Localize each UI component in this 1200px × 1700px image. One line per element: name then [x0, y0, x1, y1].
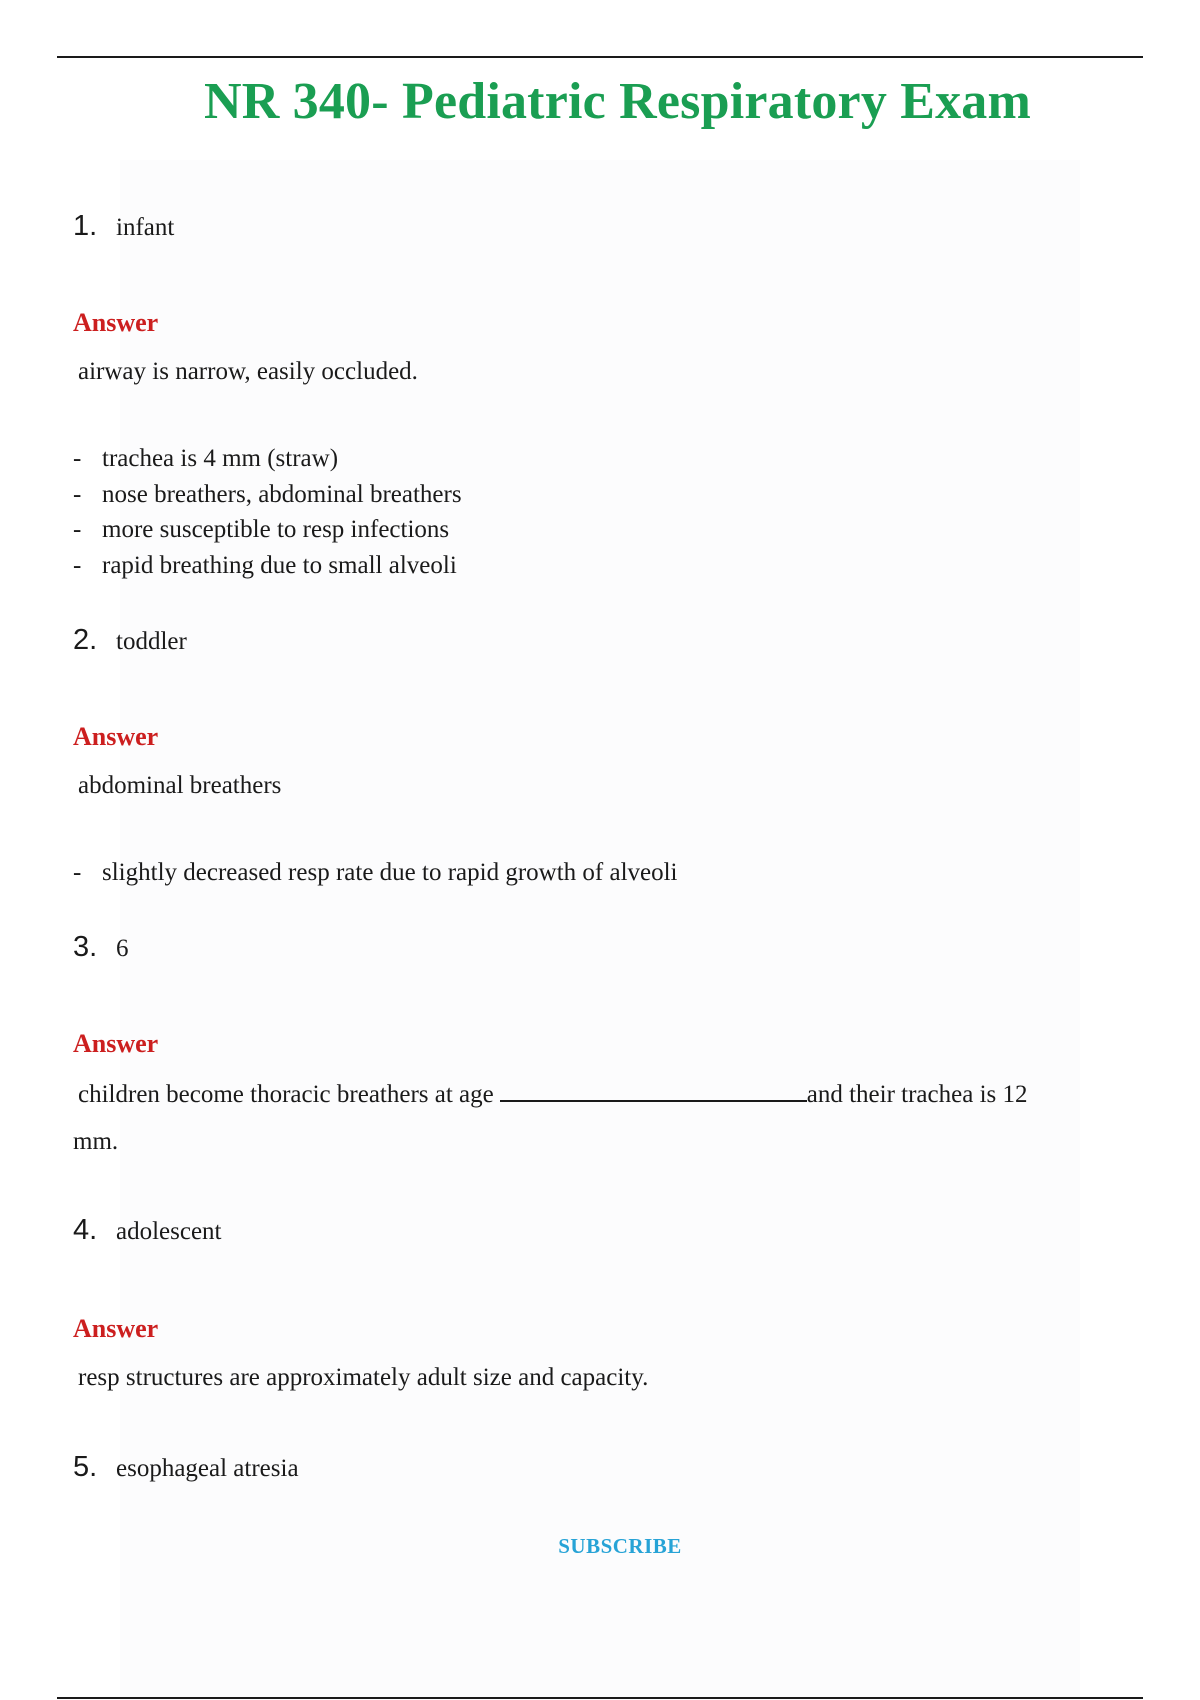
- question-number: 4.: [73, 1214, 98, 1246]
- bullet-item: - slightly decreased resp rate due to rapid growth of alveoli: [73, 859, 678, 886]
- bottom-rule: [57, 1697, 1143, 1699]
- question-2: [73, 625, 187, 657]
- bullet-item: - more susceptible to resp infections: [73, 516, 450, 543]
- answer-text: children become thoracic breathers at age and their trachea is 12: [78, 1078, 1028, 1110]
- question-1: [73, 211, 174, 243]
- question-term: adolescent: [116, 1218, 222, 1245]
- bullet-item: - nose breathers, abdominal breathers: [73, 481, 462, 508]
- bullet-item: - rapid breathing due to small alveoli: [73, 552, 457, 579]
- question-number: 1.: [73, 210, 98, 242]
- bullet-item: - trachea is 4 mm (straw): [73, 445, 339, 472]
- question-3: [73, 932, 129, 964]
- question-term: infant: [116, 214, 175, 241]
- question-4: [73, 1215, 222, 1247]
- question-number: 5.: [73, 1451, 98, 1483]
- answer-label: Answer: [73, 722, 159, 751]
- question-term: esophageal atresia: [116, 1455, 299, 1482]
- answer-label: Answer: [73, 1029, 159, 1058]
- question-5: [73, 1452, 299, 1484]
- question-term: 6: [116, 935, 129, 962]
- page-title: NR 340- Pediatric Respiratory Exam: [203, 73, 1032, 130]
- question-term: toddler: [116, 628, 187, 655]
- answer-text-continued: mm.: [73, 1128, 119, 1155]
- question-number: 3.: [73, 931, 98, 963]
- answer-text: abdominal breathers: [78, 772, 282, 799]
- answer-label: Answer: [73, 308, 159, 337]
- answer-label: Answer: [73, 1314, 159, 1343]
- question-number: 2.: [73, 624, 98, 656]
- subscribe-link[interactable]: SUBSCRIBE: [558, 1534, 682, 1558]
- answer-text: resp structures are approximately adult size and capacity.: [78, 1364, 649, 1391]
- top-rule: [57, 56, 1143, 58]
- fill-in-blank: [500, 1078, 807, 1102]
- answer-text: airway is narrow, easily occluded.: [78, 358, 418, 385]
